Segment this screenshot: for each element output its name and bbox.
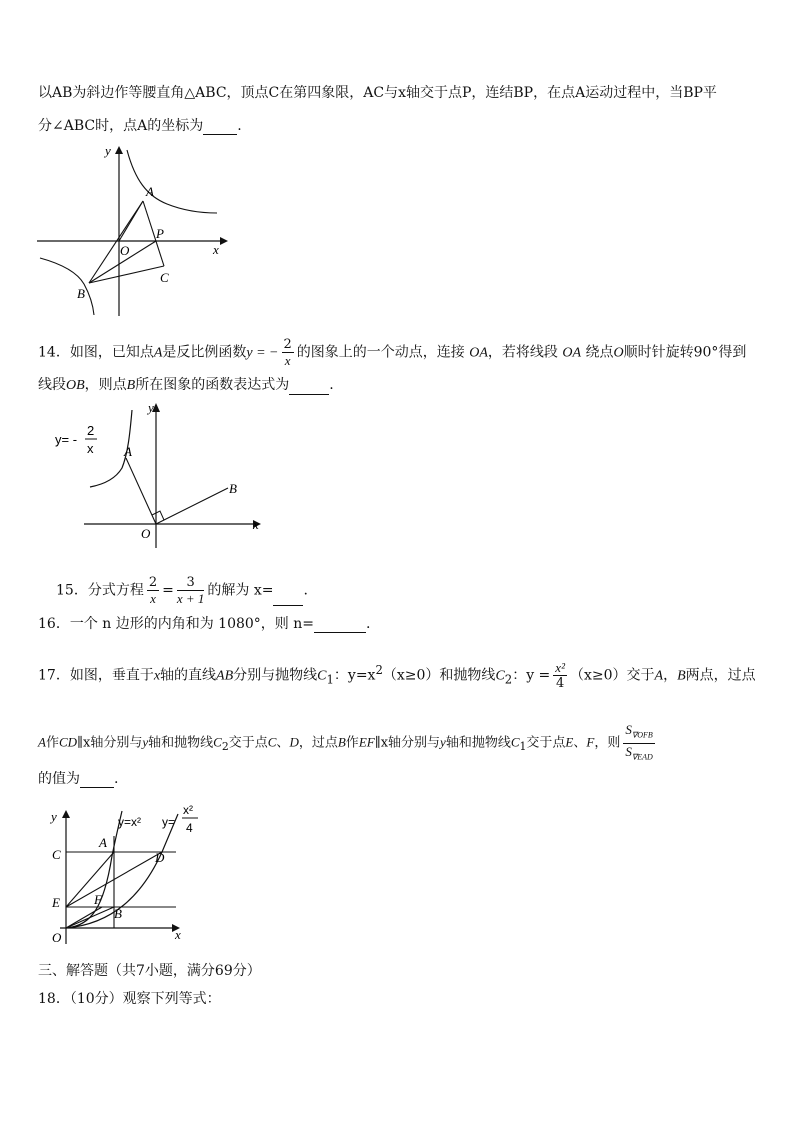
q17-fig-A: A xyxy=(99,835,107,850)
q17-fig-O: O xyxy=(52,930,62,945)
q14-fig-x: x xyxy=(253,517,259,532)
answer-blank-15 xyxy=(273,591,303,606)
q14-fig-O: O xyxy=(141,526,151,541)
q14-fig-A: A xyxy=(124,444,132,459)
q14-fig-label: y= - xyxy=(55,432,78,447)
q13-fig-B: B xyxy=(77,286,85,301)
q16-line: 16．一个 n 边形的内角和为 1080°，则 n= . xyxy=(38,616,371,632)
q17-fig-D: D xyxy=(155,850,165,865)
q17-line2: A作CD∥x轴分别与y轴和抛物线$C_2$交于点C、D，过点B作EF∥x轴分别与y轴和抛物线$C_1$交于点E、F，则 $\frac{S_{\nabla OFB}}{S_{\nabla EAD}}$ xyxy=(38,722,658,764)
q17-fig-B: B xyxy=(114,906,122,921)
answer-blank-14 xyxy=(289,380,329,395)
q17-fig-c2-den: 4 xyxy=(186,821,193,835)
q13-fig-O: O xyxy=(120,243,130,258)
q17-figure xyxy=(42,796,202,948)
q17-fig-c2-num: x² xyxy=(183,803,193,817)
q14-line1: 14．如图，已知点A是反比例函数y = − $\frac{2}{x}$ 的图象上的一个动点，连接 OA，若将线段 OA 绕点O顺时针旋转90°得到 xyxy=(38,337,747,368)
q15-fraction-2: $\frac{3}{x + 1}$ xyxy=(176,575,205,606)
q17-fig-y: y xyxy=(51,809,57,824)
q15-line: 15．分式方程 $\frac{2}{x}$ = $\frac{3}{x + 1}$ 的解为 x= . xyxy=(56,575,308,606)
q13-figure xyxy=(32,140,232,320)
q14-fig-den: x xyxy=(87,441,94,456)
q13-fig-C: C xyxy=(160,270,169,285)
q17-line1: 17．如图，垂直于x轴的直线AB分别与抛物线$C_1$：$y=x^2(x\ge 0)$和抛物线$C_2$：y = $\frac{\text{x²}}{4}$ （x≥0）交于A，B两点，过点 xyxy=(38,660,756,691)
q13-fig-A: A xyxy=(146,184,154,199)
q18-line: 18．（10分）观察下列等式： xyxy=(38,991,221,1007)
q17-fig-E: E xyxy=(52,895,60,910)
section-heading: 三、解答题（共7小题，满分69分） xyxy=(38,963,261,979)
q17-fig-C: C xyxy=(52,847,61,862)
q14-fig-y: y xyxy=(148,400,154,415)
q17-fraction: $\frac{\text{x²}}{4}$ xyxy=(555,660,565,691)
q17-fig-c1-label: y=x² xyxy=(118,815,142,829)
q13-fig-x: x xyxy=(213,242,219,257)
answer-blank-13 xyxy=(203,120,237,135)
q13-fig-P: P xyxy=(156,226,164,241)
q13-line2: 分∠ABC时，点A的坐标为 . xyxy=(38,118,242,134)
answer-blank-16 xyxy=(314,618,366,633)
q17-fig-c2-label: y= xyxy=(162,815,176,829)
q15-fraction-1: $\frac{2}{x}$ xyxy=(148,575,158,606)
q17-fig-x: x xyxy=(175,927,181,942)
q14-fig-num: 2 xyxy=(87,423,95,438)
q13-line2-text: 分∠ABC时，点A的坐标为 xyxy=(38,118,204,134)
q17-area-ratio: $\frac{S_{\nabla OFB}}{S_{\nabla EAD}}$ xyxy=(625,722,653,762)
q17-line3: 的值为 . xyxy=(38,771,119,787)
q14-fraction: $\frac{2}{x}$ xyxy=(283,337,292,368)
q14-fig-B: B xyxy=(229,481,237,496)
q13-line1: 以AB为斜边作等腰直角△ABC，顶点C在第四象限，AC与x轴交于点P，连结BP，在点A运动过程中，当BP平 xyxy=(38,85,717,101)
q14-line2: 线段OB，则点B所在图象的函数表达式为 . xyxy=(38,377,334,393)
q13-fig-y: y xyxy=(105,143,111,158)
answer-blank-17 xyxy=(80,773,114,788)
q17-fig-F: F xyxy=(94,892,102,907)
q14-figure xyxy=(50,398,270,558)
